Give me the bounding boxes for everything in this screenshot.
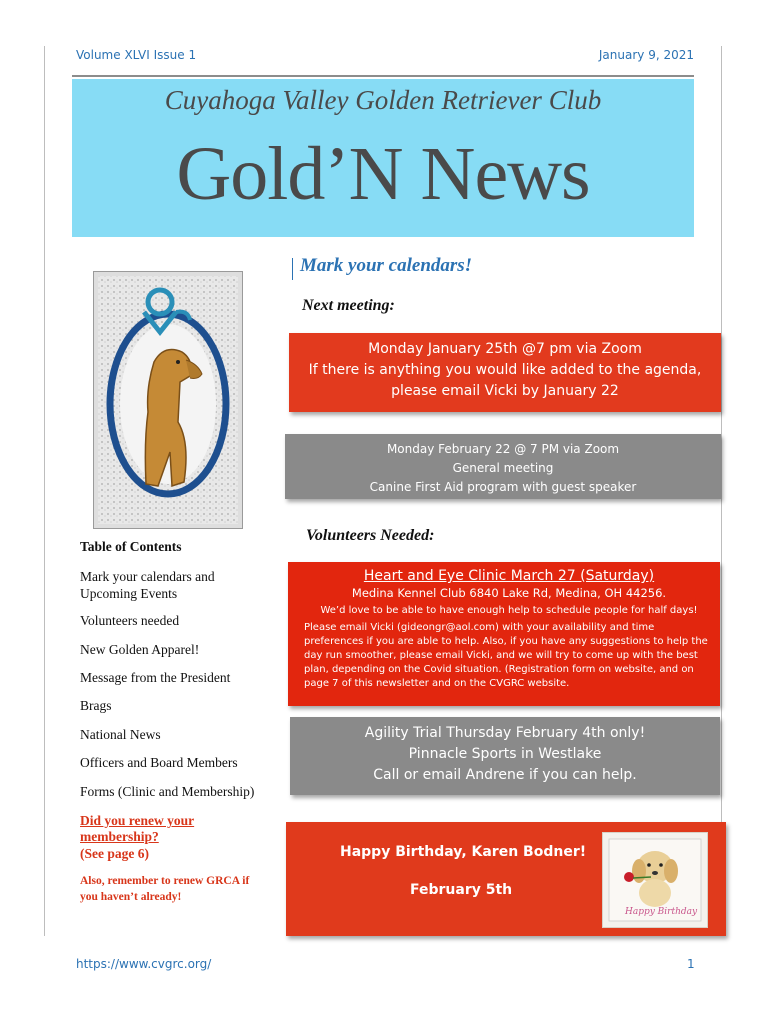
- club-logo: [93, 271, 243, 529]
- toc-item-apparel[interactable]: New Golden Apparel!: [80, 642, 200, 657]
- birthday-date: February 5th: [410, 882, 513, 898]
- meeting-february-box: [285, 434, 721, 499]
- left-margin-line: [44, 46, 45, 936]
- golden-retriever-emblem-icon: [94, 272, 242, 528]
- toc-item-brags[interactable]: Brags: [80, 698, 112, 713]
- next-meeting-label: Next meeting:: [302, 297, 395, 314]
- clinic-location: Medina Kennel Club 6840 Lake Rd, Medina, OH 44256.: [351, 586, 667, 600]
- right-margin-line: [721, 46, 722, 936]
- agility-trial-box: [290, 717, 720, 795]
- heart-eye-clinic-box: [288, 562, 720, 706]
- agility-line2: Pinnacle Sports in Westlake: [408, 746, 602, 762]
- meeting1-line2: If there is anything you would like added to the agenda,: [308, 362, 702, 378]
- website-link[interactable]: https://www.cvgrc.org/: [76, 957, 212, 971]
- toc-item-president[interactable]: Message from the President: [80, 670, 231, 685]
- birthday-card-image: [602, 832, 708, 928]
- grca-renew-note: Also, remember to renew GRCA if you haven’t already!: [80, 875, 250, 903]
- heading-bar: [292, 258, 293, 280]
- clinic-help-line: We’d love to be able to have enough help to schedule people for half days!: [320, 605, 698, 616]
- meeting2-line1: Monday February 22 @ 7 PM via Zoom: [386, 442, 620, 456]
- toc-item-national-news[interactable]: National News: [80, 727, 161, 742]
- birthday-line: Happy Birthday, Karen Bodner!: [340, 844, 587, 860]
- toc-heading: Table of Contents: [80, 539, 182, 554]
- birthday-box: [286, 822, 726, 936]
- meeting2-line2: General meeting: [452, 461, 554, 475]
- newsletter-title: Gold’N News: [176, 132, 590, 216]
- renew-page-ref: (See page 6): [80, 846, 149, 861]
- toc-item-calendars[interactable]: Mark your calendars and Upcoming Events: [80, 569, 215, 601]
- meeting1-line1: Monday January 25th @7 pm via Zoom: [368, 341, 642, 357]
- club-name: Cuyahoga Valley Golden Retriever Club: [164, 85, 602, 115]
- volume-issue: Volume XLVI Issue 1: [76, 48, 197, 62]
- clinic-details: Please email Vicki (gideongr@aol.com) with your availability and time preferences if you are able to help. Also, if you have any suggestions to help the day run smoother, please email Vicki, and we will try to come up with the best plan, depending on the Covid situation. (Registration form on website, and on page 7 of this newsletter and on the CVGRC website.: [304, 622, 708, 689]
- card-caption: Happy Birthday: [625, 907, 698, 917]
- page-number: 1: [687, 957, 695, 971]
- clinic-title: Heart and Eye Clinic March 27 (Saturday): [363, 568, 655, 584]
- volunteers-heading: Volunteers Needed:: [306, 527, 435, 544]
- calendar-heading: Mark your calendars!: [300, 255, 473, 276]
- header-rule: [72, 75, 694, 77]
- masthead: [72, 79, 694, 237]
- meeting2-line3: Canine First Aid program with guest speaker: [369, 480, 637, 494]
- toc-item-officers[interactable]: Officers and Board Members: [80, 755, 238, 770]
- agility-line3: Call or email Andrene if you can help.: [373, 767, 637, 783]
- toc-item-volunteers[interactable]: Volunteers needed: [80, 613, 180, 628]
- meeting1-line3: please email Vicki by January 22: [391, 383, 619, 399]
- agility-line1: Agility Trial Thursday February 4th only!: [364, 725, 646, 741]
- renew-membership-link[interactable]: Did you renew your membership?: [80, 813, 195, 844]
- toc-item-forms[interactable]: Forms (Clinic and Membership): [80, 784, 255, 799]
- issue-date: January 9, 2021: [598, 48, 694, 62]
- meeting-january-box: [289, 333, 721, 412]
